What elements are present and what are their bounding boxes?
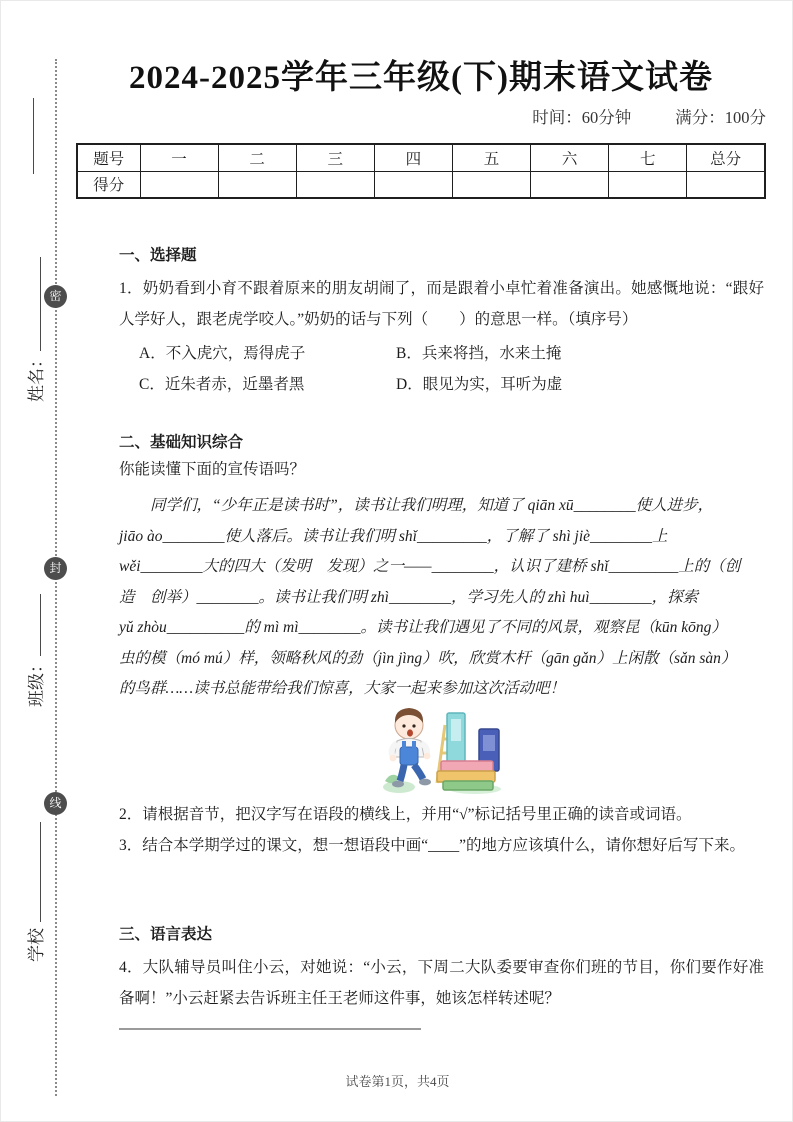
exam-sheet xyxy=(76,57,766,1030)
school-blank xyxy=(27,822,41,922)
school-label: 学校 xyxy=(26,928,46,962)
option-b: B．兵来将挡，水来土掩 xyxy=(396,345,562,362)
score-cell xyxy=(296,171,374,198)
score-cell xyxy=(218,171,296,198)
student-name-blank xyxy=(27,257,41,351)
option-d: D．眼见为实，耳听为虚 xyxy=(396,376,563,393)
score-cell xyxy=(687,171,765,198)
child-reading-illustration xyxy=(119,703,764,795)
seal-margin xyxy=(1,1,76,1121)
question-3-text: 3．结合本学期学过的课文，想一想语段中画“____”的地方应该填什么，请你想好后写下来。 xyxy=(119,836,746,854)
passage-line: wěi________大的四大（发明 发现）之一——________，认识了建桥 shǐ_________上的（创 xyxy=(119,558,741,575)
section-one-title: 一、选择题 xyxy=(119,247,197,264)
section-two-prompt: 你能读懂下面的宣传语吗？ xyxy=(119,461,306,478)
passage-line: 的鸟群……读书总能带给我们惊喜，大家一起来参加这次活动吧！ xyxy=(119,680,566,697)
seal-stamp-xian: 线 xyxy=(44,792,67,815)
school-field xyxy=(23,812,45,962)
score-table-header-cell: 六 xyxy=(531,144,609,171)
passage-line: 造 创举）________。读书让我们明 zhì________，学习先人的 zhì huì________，探索 xyxy=(119,588,699,606)
question-4-answer-blank xyxy=(119,1028,421,1030)
exam-time: 时间：60分钟 xyxy=(532,108,632,127)
score-table-header-cell: 二 xyxy=(218,144,296,171)
score-table-header-cell: 总分 xyxy=(687,144,765,171)
question-1-text: 1．奶奶看到小育不跟着原来的朋友胡闹了，而是跟着小卓忙着准备演出。她感慨地说：“跟好人学好人，跟老虎学咬人。”奶奶的话与下列（ ）的意思一样。（填序号） xyxy=(119,280,764,328)
score-table xyxy=(76,143,766,199)
question-4-text: 4．大队辅导员叫住小云，对她说：“小云，下周二大队委要审查你们班的节目，你们要作好准备啊！”小云赶紧去告诉班主任王老师这件事，她该怎样转述呢？ xyxy=(119,958,764,1007)
question-2-text: 2．请根据音节，把汉字写在语段的横线上，并用“√”标记括号里正确的读音或词语。 xyxy=(119,805,692,823)
score-cell xyxy=(609,171,687,198)
exam-full-score: 满分：100分 xyxy=(675,108,766,127)
class-label: 班级： xyxy=(26,656,46,707)
option-a: A．不入虎穴，焉得虎子 xyxy=(139,345,306,362)
score-table-score-row xyxy=(77,171,765,198)
score-table-header-cell: 一 xyxy=(140,144,218,171)
score-table-header-cell: 题号 xyxy=(77,144,140,171)
reading-passage xyxy=(119,491,764,705)
passage-line: 同学们，“少年正是读书时”，读书让我们明理，知道了 qiān xū________使人进步， xyxy=(150,497,714,514)
passage-line: 虫的模（mó mú）样，领略秋风的劲（jìn jìng）吹，欣赏木杆（gān gǎn）上闲散（sǎn sàn） xyxy=(119,649,737,667)
score-row-label: 得分 xyxy=(77,171,140,198)
passage-line: yǔ zhòu__________的 mì mì________。读书让我们遇见了不同的风景，观察昆（kūn kōng） xyxy=(119,619,727,636)
score-table-header-cell: 三 xyxy=(296,144,374,171)
score-cell xyxy=(531,171,609,198)
question-1-options xyxy=(119,338,764,400)
score-cell xyxy=(453,171,531,198)
score-cell xyxy=(140,171,218,198)
score-table-header-cell: 四 xyxy=(374,144,452,171)
page-title: 2024-2025学年三年级(下)期末语文试卷 xyxy=(129,60,713,96)
exam-meta xyxy=(76,107,766,129)
score-table-header-row xyxy=(77,144,765,171)
child-with-books-icon xyxy=(379,703,505,795)
student-name-label: 姓名： xyxy=(26,351,46,402)
class-field xyxy=(23,585,45,707)
section-three-title: 三、语言表达 xyxy=(119,925,213,943)
section-two-title: 二、基础知识综合 xyxy=(119,434,244,451)
option-c: C．近朱者赤，近墨者黑 xyxy=(139,376,305,393)
score-cell xyxy=(374,171,452,198)
student-name-field xyxy=(23,240,45,402)
seal-stamp-feng: 封 xyxy=(44,557,67,580)
passage-line: jiāo ào________使人落后。读书让我们明 shǐ_________，了解了 shì jiè________上 xyxy=(119,527,668,545)
score-table-header-cell: 五 xyxy=(453,144,531,171)
seal-margin-line-segment xyxy=(33,98,34,174)
seal-stamp-mi: 密 xyxy=(44,285,67,308)
class-blank xyxy=(27,594,41,656)
page-number-footer: 试卷第1页，共4页 xyxy=(345,1074,450,1089)
score-table-header-cell: 七 xyxy=(609,144,687,171)
